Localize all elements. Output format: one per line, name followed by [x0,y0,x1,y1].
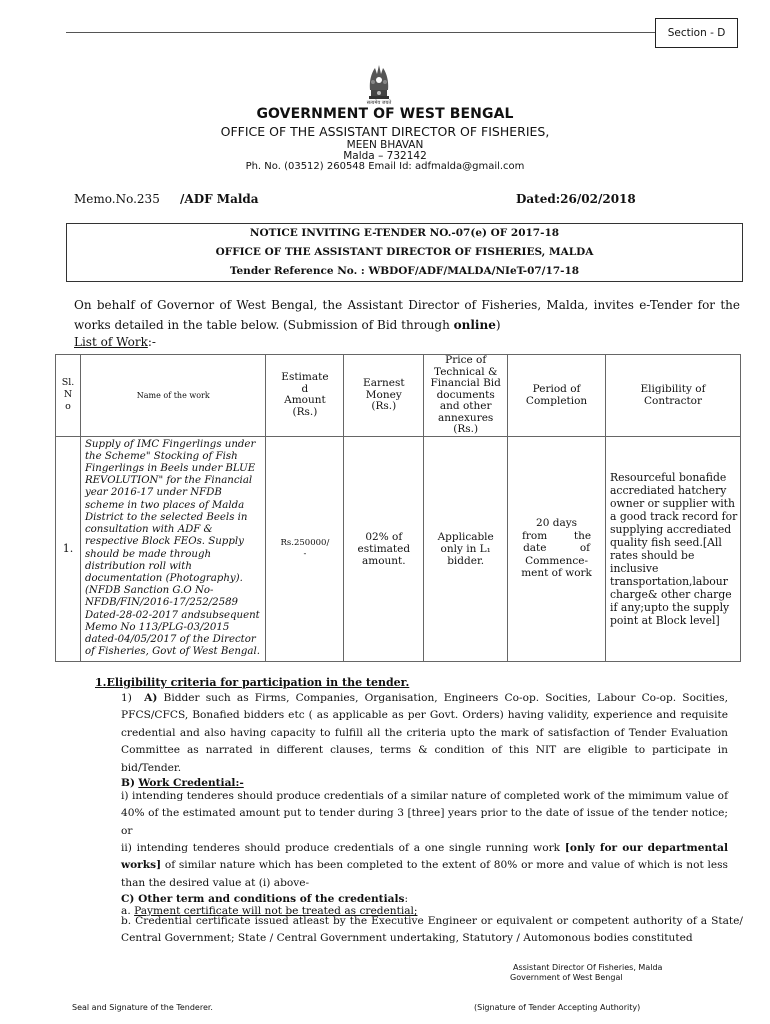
header-earnest-money: Earnest Money (Rs.) [344,355,424,437]
authority-signature-label: (Signature of Tender Accepting Authority) [474,1003,641,1012]
city-line: Malda – 732142 [343,150,427,162]
credential-ii: ii) intending tenderes should produce credentials of a one single running work [only for our departmental works] of similar nature which has been completed to the extent of 80% or more and value of which is not less than the desired value at (i) above- [121,842,728,889]
cell-price-of-documents: Applicable only in L₁ bidder. [424,436,508,661]
memo-number: Memo.No.235 [74,192,160,206]
signatory-title: Assistant Director Of Fisheries, Malda [513,963,663,972]
work-table [55,354,741,662]
cell-period-of-completion: 20 days from the date of Commence- ment of work [508,436,606,661]
building-name: MEEN BHAVAN [346,139,424,151]
work-credential-heading: B) Work Credential:- [121,777,244,789]
list-of-work-heading [74,335,156,349]
header-period-of-completion: Period of Completion [508,355,606,437]
intro-close: ) [495,318,501,332]
intro-online: online [453,318,496,332]
emblem-motto: सत्यमेव जयते [366,100,392,106]
notice-line-3: Tender Reference No. : WBDOF/ADF/MALDA/NIeT-07/17-18 [229,265,580,277]
header-price-of-documents: Price of Technical & Financial Bid documents and other annexures (Rs.) [424,355,508,437]
cell-sl: 1. [56,436,81,661]
credential-a: a. Payment certificate will not be treated as credential; [121,905,418,917]
govt-title: GOVERNMENT OF WEST BENGAL [256,106,514,122]
section-label: Section - D [655,18,738,48]
intro-paragraph [74,295,740,335]
cell-estimated-amount: Rs.250000/ - [266,436,344,661]
cell-eligibility: Resourceful bonafide accrediated hatchery owner or supplier with a good track record for supplying accrediated quality fish seed.[All rates should be inclusive transportation,labour charge& other charge if any;upto the supply point at Block level] [606,436,741,661]
notice-line-1: NOTICE INVITING E-TENDER NO.-07(e) OF 2017-18 [249,227,560,239]
criteria-a-paragraph: 1) A) Bidder such as Firms, Companies, Organisation, Engineers Co-op. Socities, Labour Co-op. Socities, PFCS/CFCS, Bonafied bidders etc ( as applicable as per Govt. Orders) having validity, experience and requisite credential and also having capacity to fulfill all the criteria upto the mark of satisfaction of Tender Evaluation Committee as narrated in different clauses, terms & condition of this NIT are eligible to participate in bid/Tender. [121,692,728,774]
notice-box [66,223,743,282]
credential-i: i) intending tenderes should produce credentials of a similar nature of completed work of the mimimum value of 40% of the estimated amount put to tender during 3 [three] years prior to the date of issue of the tender notice; or [121,790,728,837]
cell-earnest-money: 02% of estimated amount. [344,436,424,661]
header-name-of-work: Name of the work [80,355,266,437]
memo-date: Dated:26/02/2018 [516,192,636,206]
top-rule [66,32,655,33]
cell-name-of-work: Supply of IMC Fingerlings under the Scheme" Stocking of Fish Fingerlings in Beels under BLUE REVOLUTION" for the Financial year 2016-17 under NFDB scheme in two places of Malda District to the selected Beels in consultation with ADF & respective Block FEOs. Supply should be made through distribution roll with documentation (Photography).(NFDB Sanction G.O No-NFDB/FIN/2016-17/252/2589 Dated-28-02-2017 andsubsequent Memo No 113/PLG-03/2015 dated-04/05/2017 of the Director of Fisheries, Govt of West Bengal. [80,436,266,661]
contact-line: Ph. No. (03512) 260548 Email Id: adfmalda@gmail.com [245,161,525,172]
office-title: OFFICE OF THE ASSISTANT DIRECTOR OF FISHERIES, [220,124,550,139]
credential-b: b. Credential certificate issued atleast by the Executive Engineer or equivalent or competent authority of a State/ Central Government; State / Central Government undertaking, Statutory / Automonous bodies constituted [121,915,743,945]
header-sl: Sl. N o [56,355,81,437]
notice-line-2: OFFICE OF THE ASSISTANT DIRECTOR OF FISHERIES, MALDA [215,246,594,258]
signatory-govt: Government of West Bengal [510,973,623,982]
memo-office-code: /ADF Malda [180,192,259,206]
table-header-row [56,355,741,437]
intro-text: On behalf of Governor of West Bengal, the Assistant Director of Fisheries, Malda, invites e-Tender for the works detailed in the table below. (Submission of Bid through [74,298,740,332]
header-eligibility: Eligibility of Contractor [606,355,741,437]
list-of-work-label: List of Work [74,335,148,349]
criteria-heading: 1.Eligibility criteria for participation in the tender. [95,676,410,689]
list-of-work-suffix: :- [147,335,156,349]
header-estimated-amount: Estimate d Amount (Rs.) [266,355,344,437]
other-terms-heading: C) Other term and conditions of the credentials: [121,893,409,905]
table-row [56,436,741,661]
tenderer-seal-label: Seal and Signature of the Tenderer. [72,1003,213,1012]
